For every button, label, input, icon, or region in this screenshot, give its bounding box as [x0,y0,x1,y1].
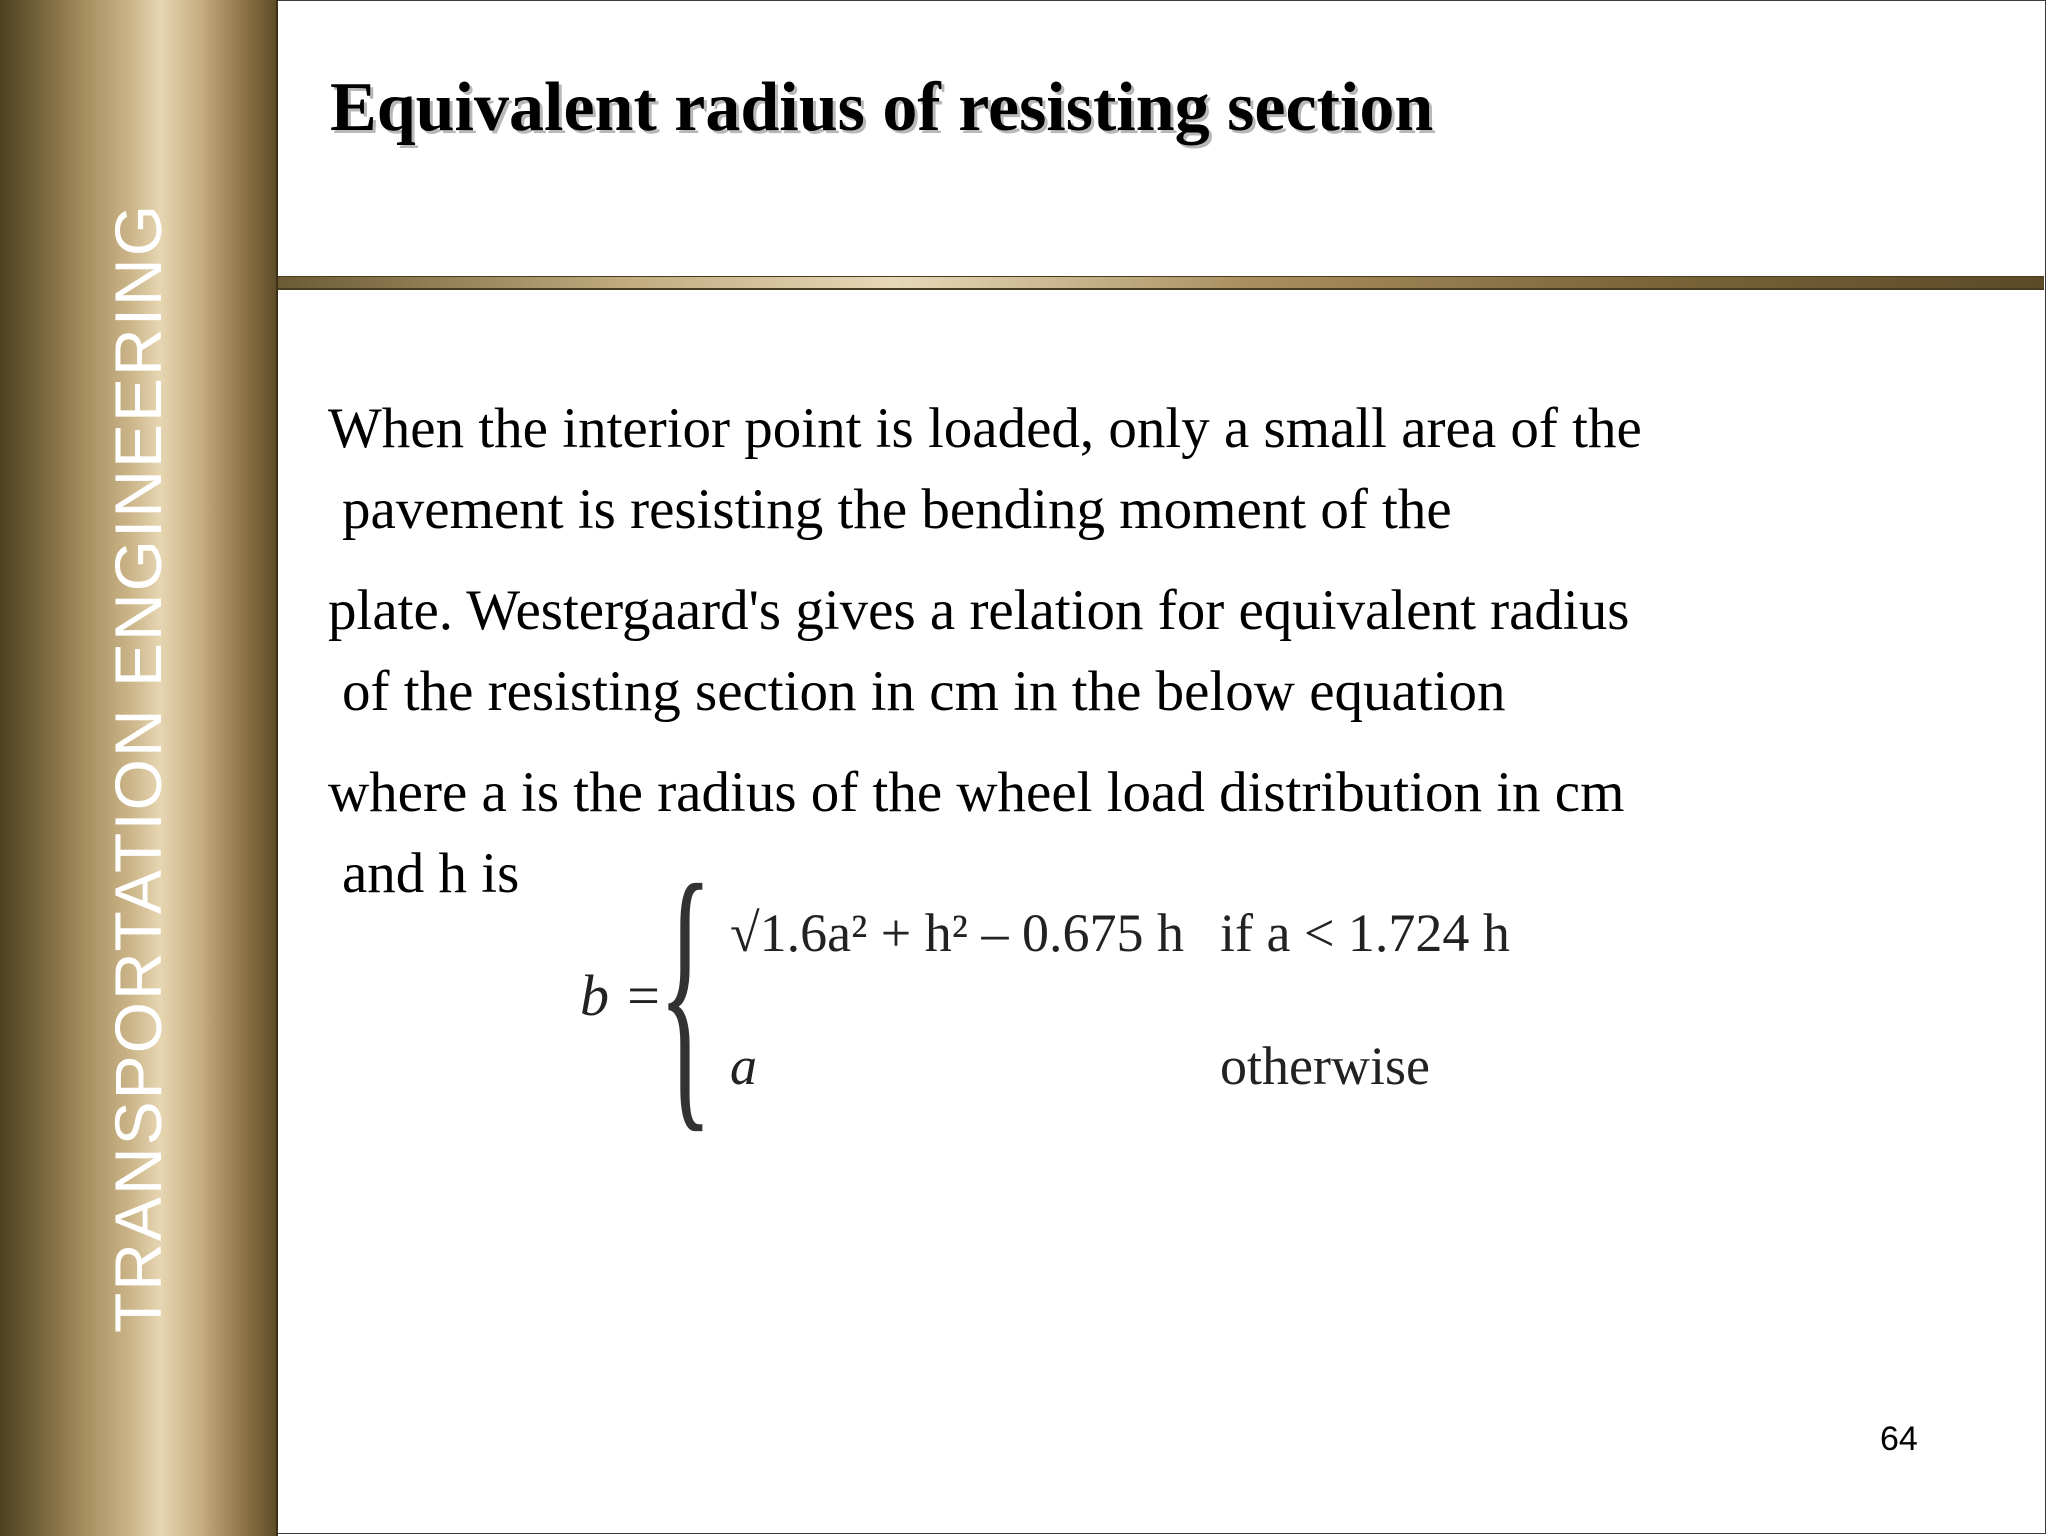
formula-case-1-expression: √1.6a² + h² – 0.675 h [730,903,1184,963]
formula-image [540,824,1510,1156]
title-divider [278,276,2044,290]
paragraph-3-line-2: and h is [342,842,520,905]
paragraph-2 [328,570,1928,732]
sidebar-band [0,0,278,1536]
formula-lhs: b = [580,963,663,1028]
left-brace-icon: { [658,824,713,1156]
slide-title: Equivalent radius of resisting section [330,69,1434,146]
formula-case-1-condition: if a < 1.724 h [1220,903,1510,963]
slide-body [328,388,1928,934]
formula-case-2-condition: otherwise [1220,1036,1430,1096]
paragraph-2-line-2: of the resisting section in cm in the below equation [342,660,1506,723]
paragraph-1 [328,388,1928,550]
sidebar-label: TRANSPORTATION ENGINEERING [101,202,175,1334]
paragraph-3-line-1: where a is the radius of the wheel load distribution in cm [328,761,1625,824]
formula-case-2-expression: a [730,1036,757,1096]
paragraph-1-line-2: pavement is resisting the bending moment of the [342,478,1452,541]
page-number: 64 [1880,1420,1918,1458]
paragraph-1-line-1: When the interior point is loaded, only a small area of the [328,397,1642,460]
paragraph-2-line-1: plate. Westergaard's gives a relation for equivalent radius [328,579,1630,642]
